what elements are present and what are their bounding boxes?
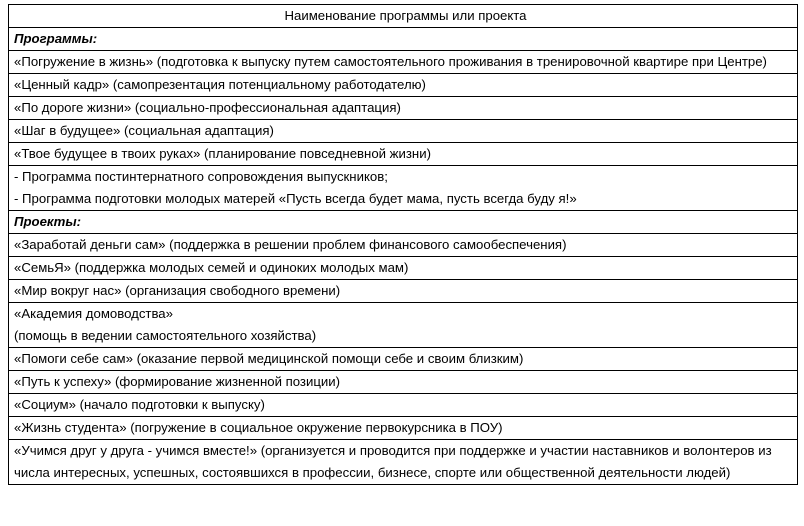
program-line: - Программа подготовки молодых матерей «Пусть всегда будет мама, пусть всегда буду я!» xyxy=(14,191,577,206)
project-cell: «Помоги себе сам» (оказание первой медицинской помощи себе и своим близким) xyxy=(9,348,798,371)
program-cell: «Ценный кадр» (самопрезентация потенциальному работодателю) xyxy=(9,74,798,97)
program-cell xyxy=(9,166,798,211)
project-cell: «Социум» (начало подготовки к выпуску) xyxy=(9,394,798,417)
table-header-cell: Наименование программы или проекта xyxy=(9,5,798,28)
project-cell: «СемьЯ» (поддержка молодых семей и одиноких молодых мам) xyxy=(9,257,798,280)
table-row xyxy=(9,417,798,440)
program-cell: «Шаг в будущее» (социальная адаптация) xyxy=(9,120,798,143)
table-row xyxy=(9,166,798,211)
programs-section-row xyxy=(9,28,798,51)
table-row xyxy=(9,143,798,166)
program-line: - Программа постинтернатного сопровождения выпускников; xyxy=(14,169,388,184)
program-cell: «По дороге жизни» (социально-профессиональная адаптация) xyxy=(9,97,798,120)
table-row xyxy=(9,51,798,74)
table-row xyxy=(9,257,798,280)
table-row xyxy=(9,120,798,143)
programs-table xyxy=(8,4,798,485)
table-header-row xyxy=(9,5,798,28)
table-row xyxy=(9,348,798,371)
project-cell xyxy=(9,303,798,348)
program-cell: «Погружение в жизнь» (подготовка к выпуску путем самостоятельного проживания в тренировочной квартире при Центре) xyxy=(9,51,798,74)
project-line: (помощь в ведении самостоятельного хозяйства) xyxy=(14,328,317,343)
table-row xyxy=(9,371,798,394)
project-cell: «Жизнь студента» (погружение в социальное окружение первокурсника в ПОУ) xyxy=(9,417,798,440)
table-row xyxy=(9,97,798,120)
table-row xyxy=(9,440,798,485)
programs-section-label: Программы: xyxy=(9,28,798,51)
project-cell: «Мир вокруг нас» (организация свободного времени) xyxy=(9,280,798,303)
table-row xyxy=(9,394,798,417)
project-line: «Академия домоводства» xyxy=(14,306,173,321)
table-row xyxy=(9,74,798,97)
project-cell: «Учимся друг у друга - учимся вместе!» (организуется и проводится при поддержке и участии наставников и волонтеров из числа интересных, успешных, состоявшихся в профессии, бизнесе, спорте или общественной деятельности людей) xyxy=(9,440,798,485)
table-row xyxy=(9,280,798,303)
table-row xyxy=(9,303,798,348)
program-cell: «Твое будущее в твоих руках» (планирование повседневной жизни) xyxy=(9,143,798,166)
project-cell: «Заработай деньги сам» (поддержка в решении проблем финансового самообеспечения) xyxy=(9,234,798,257)
projects-section-row xyxy=(9,211,798,234)
project-cell: «Путь к успеху» (формирование жизненной позиции) xyxy=(9,371,798,394)
projects-section-label: Проекты: xyxy=(9,211,798,234)
table-row xyxy=(9,234,798,257)
